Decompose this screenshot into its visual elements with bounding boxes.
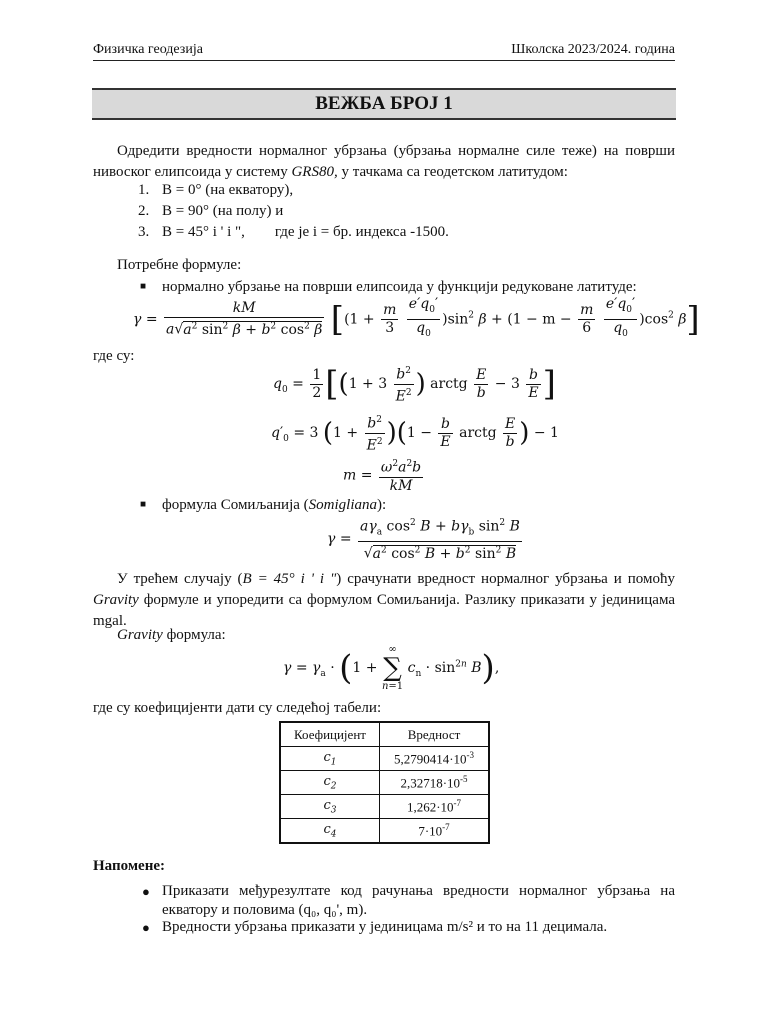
note-item: Приказати међурезултате код рачунања вредности нормалног убрзања на екватору и половима (q₀, q₀', m). (162, 883, 675, 918)
table-row: $c_3$ $1,262\cdot 10^{-7}$ (280, 795, 489, 819)
formula-somigliana: γ = $\frac{a\gamma_a \cos^2 B + b\gamma_b \sin^2 B}{√a^2 \cos^2 B + b^2 \sin^2 B}$ (327, 518, 520, 563)
intro-system: GRS80, (291, 164, 338, 180)
bullet-item: ■ нормално убрзање на површи елипсоида у функцији редуковане латитуде: (140, 279, 637, 295)
header-year: Школска 2023/2024. година (511, 42, 675, 57)
page-header (93, 42, 675, 61)
intro-text: Одредити вредности нормалног убрзања (убрзања нормалне силе теже) на површи нивоског елипсоида у систему (93, 143, 675, 180)
bullet-item: ■ формула Сомиљанија (Somigliana): (140, 497, 387, 513)
where-label: где су: (93, 348, 135, 364)
table-header: Коефицијент (280, 722, 380, 747)
list-item: 2. B = 90° (на полу) и (138, 203, 284, 219)
exercise-title: ВЕЖБА БРОЈ 1 (92, 88, 676, 120)
coefficients-table (279, 721, 490, 844)
table-header-row (280, 722, 489, 747)
header-course: Физичка геодезија (93, 42, 203, 57)
table-row: $c_4$ $7\cdot 10^{-7}$ (280, 819, 489, 844)
table-intro: где су коефицијенти дати су следећој табели: (93, 700, 382, 716)
third-case-paragraph: У трећем случају (B = 45° i ' i ") срачунати вредност нормалног убрзања и помоћу Gravity формуле и упоредити са формулом Сомиљанија. Разлику приказати у јединицама mgal. (93, 571, 675, 629)
table-row: $c_1$ $5,2790414\cdot 10^{-3}$ (280, 747, 489, 771)
list-item: 3. B = 45° i ' i ", где је i = бр. индекса -1500. (138, 224, 449, 240)
list-item: 1. B = 0° (на екватору), (138, 182, 294, 198)
notes-heading: Напомене: (93, 858, 165, 874)
table-header: Вредност (380, 722, 489, 747)
gravity-label: Gravity формула: (117, 627, 226, 643)
formula-gravity: $\gamma = \gamma_a \cdot (1$ + ∞ ∑ n=1 $c_n \cdot \sin^{2n} B$), (283, 644, 500, 692)
formula-normal-gravity: γ = $\frac{kM}{a√a^2 \sin^2 \beta + b^2 \cos^2 \beta}$ [(1 + $\frac{m}{3}$ $\frac{e'q_0'}{q_0}$ )$\sin^2$ β + (1 − m − $\frac{m}{6}$ $\frac{e'q_0'}{q_0}$ )$\cos^2$ β] (133, 296, 700, 343)
intro-text-end: у тачкама са геодетском латитудом: (337, 164, 568, 180)
formula-m: m = $\frac{\omega^2a^2b}{kM}$ (343, 459, 422, 494)
intro-paragraph (93, 141, 675, 183)
formula-q0-prime: $q'_0 = 3$ (1 + $\frac{b^2}{E^2}$ )(1 − $\frac{b}{E}$ arctg $\frac{E}{b}$ ) − 1 (271, 415, 559, 454)
formula-q0: $q_0$ = $\frac{1}{2}$ [(1 + 3 $\frac{b^2}{E^2}$ ) arctg $\frac{E}{b}$ − 3 $\frac{b}{E}$ ] (273, 364, 556, 405)
formulas-heading: Потребне формуле: (117, 257, 242, 273)
note-bullet-icon: ● (142, 920, 150, 935)
table-row: $c_2$ $2,32718\cdot 10^{-5}$ (280, 771, 489, 795)
note-item: Вредности убрзања приказати у јединицама m/s² и то на 11 децимала. (162, 919, 608, 935)
note-bullet-icon: ● (142, 884, 150, 899)
